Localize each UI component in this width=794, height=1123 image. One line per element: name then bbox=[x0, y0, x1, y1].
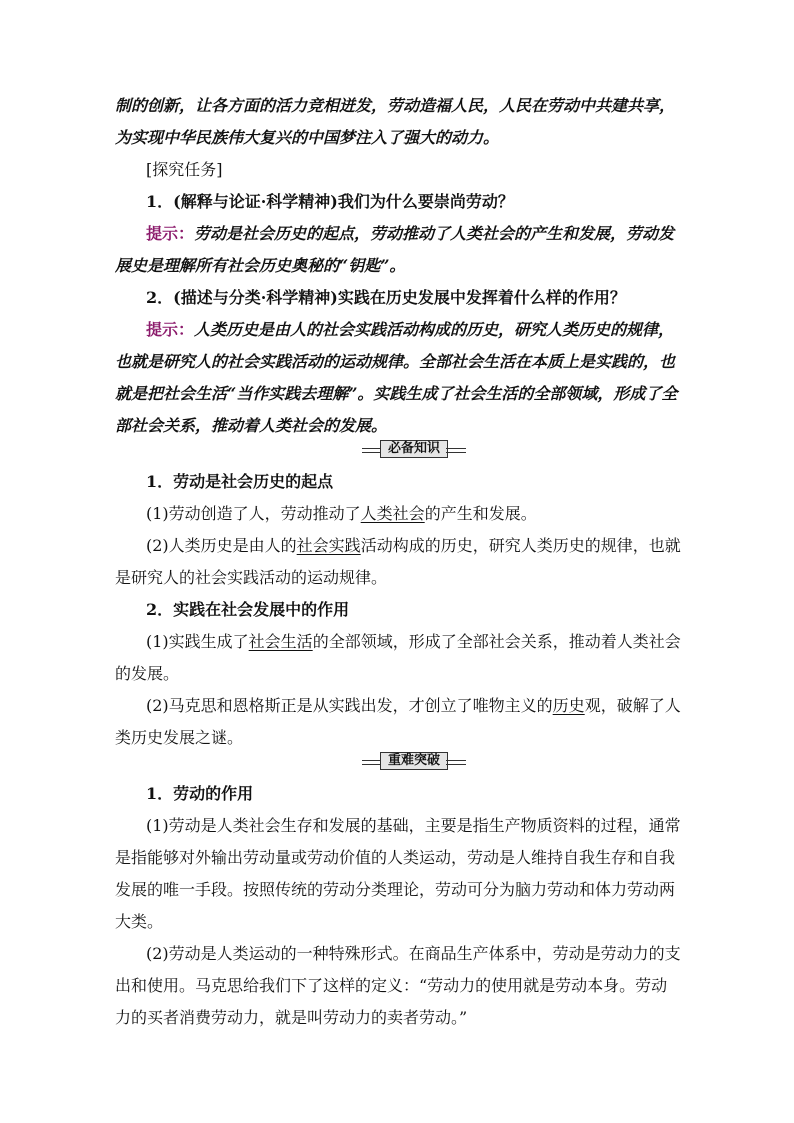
banner-bar bbox=[446, 448, 466, 453]
section-banner-essential-knowledge bbox=[362, 440, 466, 458]
answer-text: 人类历史是由人的社会实践活动构成的历史，研究人类历史的规律， bbox=[194, 320, 675, 339]
text: 的全部领域，形成了全部社会关系，推动着人类社会 bbox=[312, 632, 681, 651]
knowledge-title-1: 1．劳动是社会历史的起点 bbox=[146, 472, 334, 491]
text: (1)劳动创造了人，劳动推动了 bbox=[146, 504, 361, 523]
answer-text: 劳动是社会历史的起点，劳动推动了人类社会的产生和发展，劳动发 bbox=[194, 224, 675, 243]
text: (2)马克思和恩格斯正是从实践出发，才创立了唯物主义的 bbox=[146, 696, 553, 715]
knowledge-item bbox=[146, 696, 686, 716]
text: (1)实践生成了 bbox=[146, 632, 249, 651]
knowledge-item-cont: 的发展。 bbox=[115, 664, 180, 683]
tip-label: 提示： bbox=[146, 224, 195, 243]
text: 的产生和发展。 bbox=[424, 504, 537, 523]
answer-1-line: 展史是理解所有社会历史奥秘的“钥匙”。 bbox=[115, 256, 406, 275]
paragraph-line: 为实现中华民族伟大复兴的中国梦注入了强大的动力。 bbox=[115, 128, 500, 147]
difficulty-paragraph-line: (2)劳动是人类运动的一种特殊形式。在商品生产体系中，劳动是劳动力的支 bbox=[146, 944, 681, 963]
underlined-term: 社会实践 bbox=[296, 536, 361, 555]
knowledge-item bbox=[146, 536, 686, 556]
banner-label: 重难突破 bbox=[380, 752, 448, 770]
answer-2-line: 也就是研究人的社会实践活动的运动规律。全部社会生活在本质上是实践的，也 bbox=[115, 352, 676, 371]
difficulty-title-1: 1．劳动的作用 bbox=[146, 784, 254, 803]
difficulty-paragraph-line: 是指能够对外输出劳动量或劳动价值的人类运动，劳动是人维持自我生存和自我 bbox=[115, 848, 676, 867]
knowledge-item bbox=[146, 632, 686, 652]
question-2: 2．(描述与分类·科学精神)实践在历史发展中发挥着什么样的作用？ bbox=[146, 288, 626, 307]
answer-2-line: 部社会关系，推动着人类社会的发展。 bbox=[115, 416, 388, 435]
task-header: [探究任务] bbox=[146, 160, 223, 179]
text: 观，破解了人 bbox=[584, 696, 681, 715]
difficulty-paragraph-line: (1)劳动是人类社会生存和发展的基础，主要是指生产物质资料的过程，通常 bbox=[146, 816, 681, 835]
banner-bar bbox=[362, 760, 382, 765]
text: (2)人类历史是由人的 bbox=[146, 536, 297, 555]
difficulty-paragraph-line: 力的买者消费劳动力，就是叫劳动力的卖者劳动。” bbox=[115, 1008, 468, 1027]
tip-label: 提示： bbox=[146, 320, 195, 339]
knowledge-title-2: 2．实践在社会发展中的作用 bbox=[146, 600, 350, 619]
difficulty-paragraph-line: 出和使用。马克思给我们下了这样的定义：“劳动力的使用就是劳动本身。劳动 bbox=[115, 976, 668, 995]
underlined-term: 历史 bbox=[552, 696, 585, 715]
banner-label: 必备知识 bbox=[380, 440, 448, 458]
underlined-term: 人类社会 bbox=[360, 504, 425, 523]
answer-1-line bbox=[146, 224, 686, 244]
text: 活动构成的历史，研究人类历史的规律，也就 bbox=[360, 536, 681, 555]
difficulty-paragraph-line: 发展的唯一手段。按照传统的劳动分类理论，劳动可分为脑力劳动和体力劳动两 bbox=[115, 880, 676, 899]
answer-2-line bbox=[146, 320, 686, 340]
knowledge-item bbox=[146, 504, 686, 524]
banner-bar bbox=[446, 760, 466, 765]
answer-2-line: 就是把社会生活“当作实践去理解”。实践生成了社会生活的全部领域，形成了全 bbox=[115, 384, 678, 403]
knowledge-item-cont: 是研究人的社会实践活动的运动规律。 bbox=[115, 568, 388, 587]
paragraph-line: 制的创新，让各方面的活力竞相迸发，劳动造福人民，人民在劳动中共建共享， bbox=[115, 96, 676, 115]
question-1: 1．(解释与论证·科学精神)我们为什么要崇尚劳动？ bbox=[146, 192, 514, 211]
section-banner-key-difficulties bbox=[362, 752, 466, 770]
banner-bar bbox=[362, 448, 382, 453]
underlined-term: 社会生活 bbox=[248, 632, 313, 651]
knowledge-item-cont: 类历史发展之谜。 bbox=[115, 728, 244, 747]
difficulty-paragraph-line: 大类。 bbox=[115, 912, 164, 931]
